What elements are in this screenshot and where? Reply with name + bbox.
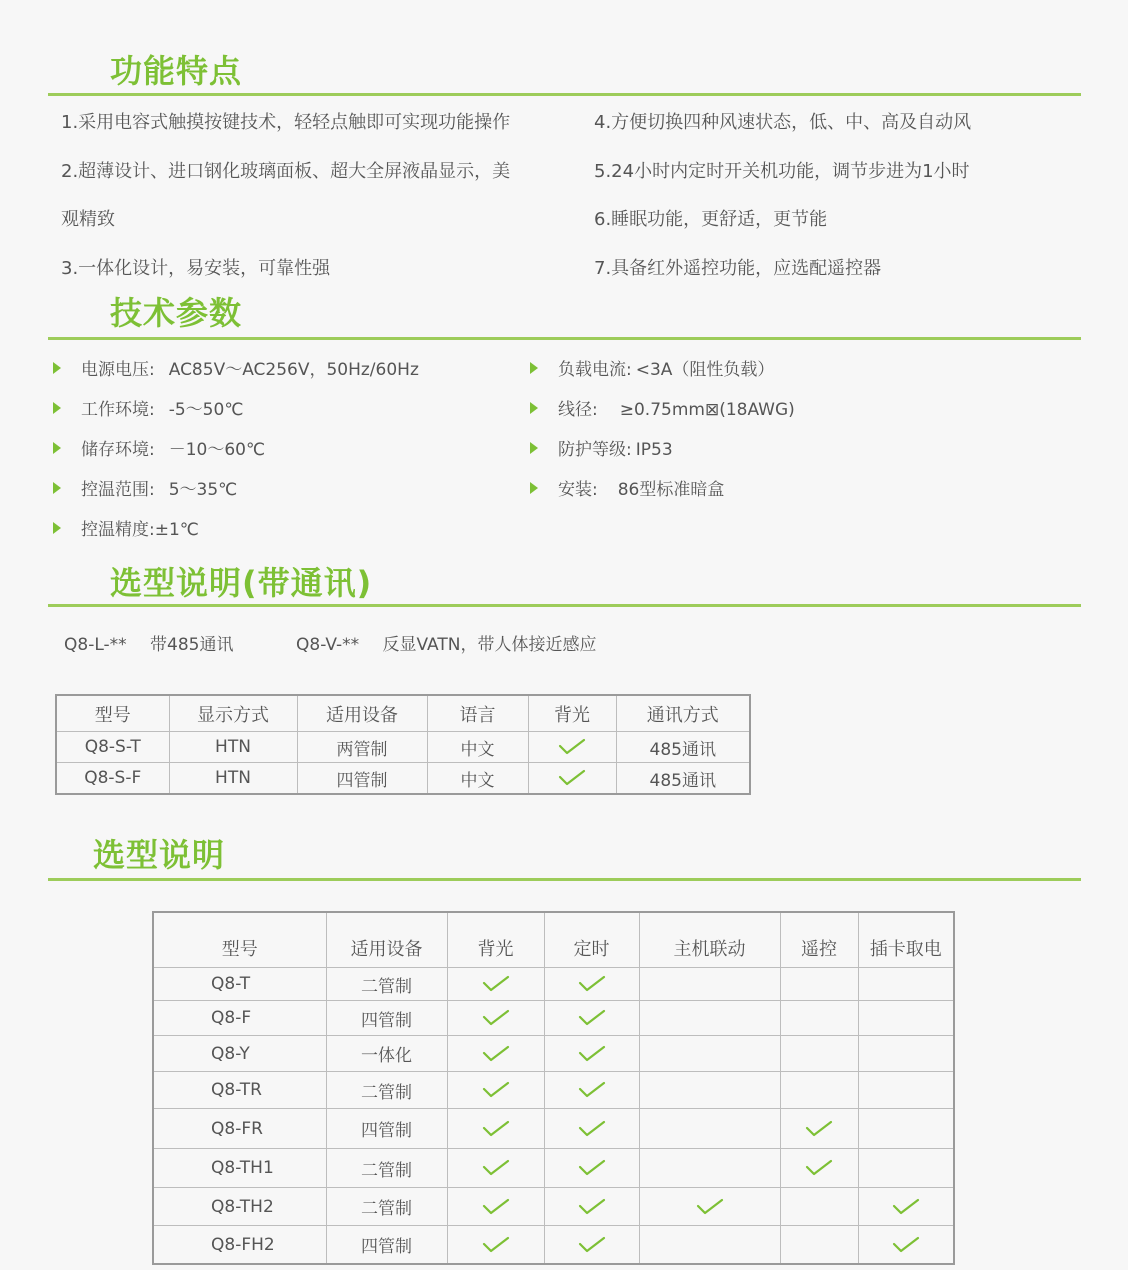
column-header: 语言: [427, 695, 528, 732]
timer-cell: [544, 1109, 639, 1149]
column-header: 适用设备: [326, 912, 447, 968]
model-cell: Q8-S-T: [56, 732, 169, 763]
device-cell: 二管制: [326, 1072, 447, 1109]
specs-divider: [48, 337, 1081, 340]
timer-cell: [544, 1149, 639, 1188]
model-code-line: [296, 630, 596, 655]
selection-divider: [48, 878, 1081, 881]
triangle-right-icon: [53, 522, 61, 534]
backlight-cell: [447, 1149, 544, 1188]
model-code: Q8-L-**: [64, 635, 127, 655]
checkmark-icon: [696, 1197, 724, 1217]
spec-value: <3A（阻性负载）: [635, 360, 775, 380]
spec-label: 防护等级:: [558, 440, 632, 460]
checkmark-icon: [482, 1235, 510, 1255]
checkmark-icon: [892, 1235, 920, 1255]
checkmark-icon: [578, 1008, 606, 1028]
checkmark-icon: [578, 1080, 606, 1100]
backlight-cell: [447, 1226, 544, 1265]
feature-item: 观精致: [61, 209, 115, 230]
model-cell: Q8-TH1: [153, 1149, 326, 1188]
card-power-cell: [858, 1109, 954, 1149]
linkage-cell: [639, 1036, 780, 1072]
device-cell: 四管制: [326, 1226, 447, 1265]
model-cell: Q8-S-F: [56, 763, 169, 795]
remote-cell: [780, 1001, 858, 1036]
remote-cell: [780, 1149, 858, 1188]
spec-label: 工作环境:: [81, 400, 155, 420]
triangle-right-icon: [530, 362, 538, 374]
selection-comm-title: 选型说明(带通讯): [110, 564, 373, 602]
checkmark-icon: [578, 1119, 606, 1139]
table-row: [153, 1188, 954, 1226]
table-row: [153, 1036, 954, 1072]
linkage-cell: [639, 1001, 780, 1036]
table-row: [56, 763, 750, 795]
card-power-cell: [858, 1036, 954, 1072]
column-header: 显示方式: [169, 695, 297, 732]
feature-item: 7.具备红外遥控功能，应选配遥控器: [594, 258, 882, 279]
model-cell: Q8-TR: [153, 1072, 326, 1109]
column-header: 插卡取电: [858, 912, 954, 968]
remote-cell: [780, 1188, 858, 1226]
feature-item: 1.采用电容式触摸按键技术，轻轻点触即可实现功能操作: [61, 112, 511, 133]
table-row: [153, 1001, 954, 1036]
table-row: [153, 1072, 954, 1109]
display-cell: HTN: [169, 763, 297, 795]
spec-item: [530, 435, 673, 460]
timer-cell: [544, 968, 639, 1001]
triangle-right-icon: [53, 402, 61, 414]
table-row: [153, 1109, 954, 1149]
linkage-cell: [639, 1149, 780, 1188]
spec-value: -5～50℃: [168, 400, 244, 420]
feature-item: 2.超薄设计、进口钢化玻璃面板、超大全屏液晶显示，美: [61, 161, 511, 182]
column-header: 型号: [153, 912, 326, 968]
backlight-cell: [447, 1109, 544, 1149]
language-cell: 中文: [427, 732, 528, 763]
model-cell: Q8-T: [153, 968, 326, 1001]
spec-item: [530, 355, 774, 380]
card-power-cell: [858, 1226, 954, 1265]
remote-cell: [780, 1109, 858, 1149]
column-header: 型号: [56, 695, 169, 732]
card-power-cell: [858, 1001, 954, 1036]
checkmark-icon: [805, 1158, 833, 1178]
device-cell: 四管制: [326, 1001, 447, 1036]
device-cell: 四管制: [297, 763, 427, 795]
checkmark-icon: [482, 974, 510, 994]
comm-model-table: [55, 694, 751, 795]
timer-cell: [544, 1001, 639, 1036]
comm-cell: 485通讯: [616, 732, 750, 763]
checkmark-icon: [892, 1197, 920, 1217]
checkmark-icon: [482, 1080, 510, 1100]
device-cell: 两管制: [297, 732, 427, 763]
card-power-cell: [858, 1149, 954, 1188]
card-power-cell: [858, 968, 954, 1001]
feature-item: 5.24小时内定时开关机功能，调节步进为1小时: [594, 161, 970, 182]
spec-value: AC85V～AC256V，50Hz/60Hz: [168, 360, 419, 380]
checkmark-icon: [578, 1197, 606, 1217]
spec-label: 线径:: [558, 400, 598, 420]
model-selection-table: [152, 911, 955, 1265]
selection-comm-divider: [48, 604, 1081, 607]
spec-item: [53, 515, 199, 540]
spec-label: 安装:: [558, 480, 598, 500]
spec-value: ≥0.75mm⊠(18AWG): [619, 400, 795, 420]
spec-label: 电源电压:: [81, 360, 155, 380]
backlight-cell: [528, 763, 616, 795]
feature-item: 3.一体化设计，易安装，可靠性强: [61, 258, 331, 279]
linkage-cell: [639, 1072, 780, 1109]
checkmark-icon: [558, 737, 586, 757]
checkmark-icon: [558, 768, 586, 788]
spec-label: 储存环境:: [81, 440, 155, 460]
feature-item: 6.睡眠功能，更舒适，更节能: [594, 209, 828, 230]
device-cell: 二管制: [326, 1149, 447, 1188]
spec-value: 86型标准暗盒: [617, 480, 725, 500]
checkmark-icon: [482, 1197, 510, 1217]
selection-title: 选型说明: [93, 836, 226, 874]
table-row: [153, 1149, 954, 1188]
triangle-right-icon: [530, 402, 538, 414]
spec-label: 负载电流:: [558, 360, 632, 380]
remote-cell: [780, 1036, 858, 1072]
spec-item: [53, 355, 419, 380]
model-cell: Q8-F: [153, 1001, 326, 1036]
table-header-row: [153, 912, 954, 968]
device-cell: 一体化: [326, 1036, 447, 1072]
checkmark-icon: [578, 1044, 606, 1064]
model-cell: Q8-FH2: [153, 1226, 326, 1265]
backlight-cell: [447, 1036, 544, 1072]
backlight-cell: [447, 968, 544, 1001]
spec-item: [530, 395, 795, 420]
backlight-cell: [447, 1188, 544, 1226]
remote-cell: [780, 1072, 858, 1109]
column-header: 背光: [447, 912, 544, 968]
checkmark-icon: [578, 1235, 606, 1255]
table-row: [153, 1226, 954, 1265]
timer-cell: [544, 1226, 639, 1265]
spec-value: －10～60℃: [168, 440, 266, 460]
checkmark-icon: [482, 1158, 510, 1178]
device-cell: 二管制: [326, 968, 447, 1001]
table-row: [56, 732, 750, 763]
model-cell: Q8-FR: [153, 1109, 326, 1149]
timer-cell: [544, 1072, 639, 1109]
timer-cell: [544, 1188, 639, 1226]
spec-label: 控温范围:: [81, 480, 155, 500]
column-header: 适用设备: [297, 695, 427, 732]
checkmark-icon: [482, 1044, 510, 1064]
linkage-cell: [639, 968, 780, 1001]
model-code: Q8-V-**: [296, 635, 360, 655]
linkage-cell: [639, 1226, 780, 1265]
spec-item: [53, 475, 237, 500]
comm-cell: 485通讯: [616, 763, 750, 795]
display-cell: HTN: [169, 732, 297, 763]
spec-value: IP53: [635, 440, 673, 460]
column-header: 背光: [528, 695, 616, 732]
backlight-cell: [447, 1001, 544, 1036]
checkmark-icon: [482, 1008, 510, 1028]
triangle-right-icon: [53, 442, 61, 454]
table-header-row: [56, 695, 750, 732]
column-header: 主机联动: [639, 912, 780, 968]
feature-item: 4.方便切换四种风速状态，低、中、高及自动风: [594, 112, 972, 133]
model-cell: Q8-TH2: [153, 1188, 326, 1226]
specs-title: 技术参数: [110, 294, 243, 332]
checkmark-icon: [482, 1119, 510, 1139]
triangle-right-icon: [53, 482, 61, 494]
linkage-cell: [639, 1109, 780, 1149]
table-row: [153, 968, 954, 1001]
spec-item: [53, 395, 243, 420]
model-code-desc: 带485通讯: [150, 635, 234, 655]
column-header: 定时: [544, 912, 639, 968]
checkmark-icon: [578, 974, 606, 994]
card-power-cell: [858, 1188, 954, 1226]
spec-item: [530, 475, 724, 500]
model-code-desc: 反显VATN，带人体接近感应: [382, 635, 597, 655]
spec-label: 控温精度:: [81, 520, 155, 540]
linkage-cell: [639, 1188, 780, 1226]
remote-cell: [780, 1226, 858, 1265]
model-cell: Q8-Y: [153, 1036, 326, 1072]
card-power-cell: [858, 1072, 954, 1109]
triangle-right-icon: [530, 442, 538, 454]
checkmark-icon: [805, 1119, 833, 1139]
backlight-cell: [528, 732, 616, 763]
triangle-right-icon: [53, 362, 61, 374]
backlight-cell: [447, 1072, 544, 1109]
device-cell: 四管制: [326, 1109, 447, 1149]
features-divider: [48, 93, 1081, 96]
column-header: 遥控: [780, 912, 858, 968]
checkmark-icon: [578, 1158, 606, 1178]
spec-value: ±1℃: [154, 520, 199, 540]
device-cell: 二管制: [326, 1188, 447, 1226]
language-cell: 中文: [427, 763, 528, 795]
spec-item: [53, 435, 265, 460]
features-title: 功能特点: [110, 52, 243, 90]
model-code-line: [64, 630, 234, 655]
remote-cell: [780, 968, 858, 1001]
column-header: 通讯方式: [616, 695, 750, 732]
triangle-right-icon: [530, 482, 538, 494]
timer-cell: [544, 1036, 639, 1072]
spec-value: 5～35℃: [168, 480, 238, 500]
